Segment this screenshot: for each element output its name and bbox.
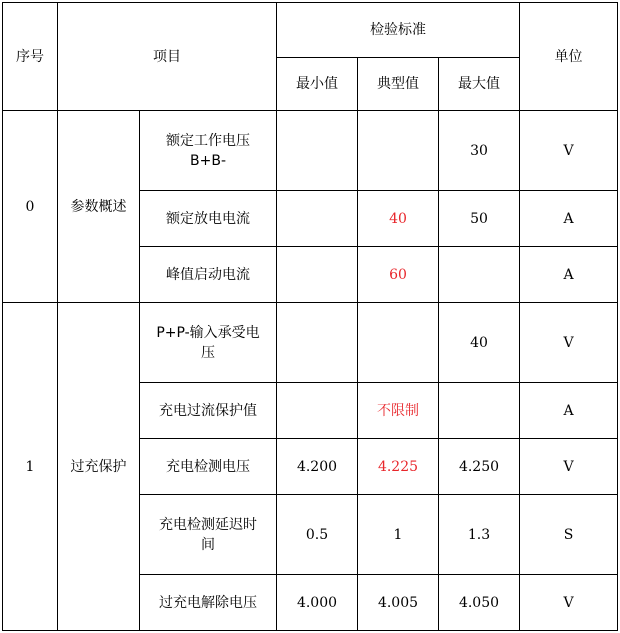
row-item: 充电过流保护值 bbox=[140, 383, 277, 439]
row-unit: V bbox=[520, 303, 618, 383]
row-unit: V bbox=[520, 439, 618, 495]
row-unit: A bbox=[520, 191, 618, 247]
table-row bbox=[3, 303, 618, 383]
header-min: 最小值 bbox=[277, 58, 358, 111]
group-category: 过充保护 bbox=[58, 303, 140, 631]
row-unit: S bbox=[520, 495, 618, 575]
header-index: 序号 bbox=[3, 3, 58, 111]
row-item bbox=[140, 111, 277, 191]
spec-table bbox=[2, 2, 618, 631]
row-typical: 4.005 bbox=[358, 575, 439, 631]
row-item-line: 间 bbox=[201, 536, 215, 553]
row-max: 50 bbox=[439, 191, 520, 247]
header-standard: 检验标准 bbox=[277, 3, 520, 58]
row-min: 0.5 bbox=[277, 495, 358, 575]
row-min bbox=[277, 303, 358, 383]
row-min bbox=[277, 111, 358, 191]
group-index: 1 bbox=[3, 303, 58, 631]
row-typical: 40 bbox=[358, 191, 439, 247]
row-max: 1.3 bbox=[439, 495, 520, 575]
row-min bbox=[277, 247, 358, 303]
row-unit: V bbox=[520, 111, 618, 191]
row-item: 额定放电电流 bbox=[140, 191, 277, 247]
row-unit: A bbox=[520, 247, 618, 303]
row-item: 过充电解除电压 bbox=[140, 575, 277, 631]
row-typical bbox=[358, 111, 439, 191]
row-typical: 1 bbox=[358, 495, 439, 575]
row-item bbox=[140, 495, 277, 575]
header-max: 最大值 bbox=[439, 58, 520, 111]
row-max bbox=[439, 247, 520, 303]
row-max bbox=[439, 383, 520, 439]
row-unit: A bbox=[520, 383, 618, 439]
row-item-line: 额定工作电压 bbox=[166, 132, 250, 149]
row-typical: 4.225 bbox=[358, 439, 439, 495]
row-item-line: 充电检测延迟时 bbox=[159, 516, 257, 533]
header-row bbox=[3, 3, 618, 58]
header-typical: 典型值 bbox=[358, 58, 439, 111]
row-min bbox=[277, 383, 358, 439]
row-unit: V bbox=[520, 575, 618, 631]
row-max: 30 bbox=[439, 111, 520, 191]
row-min: 4.000 bbox=[277, 575, 358, 631]
row-item-line: 压 bbox=[201, 344, 215, 361]
table-row bbox=[3, 111, 618, 191]
row-item-line: B+B- bbox=[190, 152, 226, 169]
row-typical bbox=[358, 303, 439, 383]
header-item: 项目 bbox=[58, 3, 277, 111]
row-max: 40 bbox=[439, 303, 520, 383]
row-typical: 不限制 bbox=[358, 383, 439, 439]
row-item bbox=[140, 303, 277, 383]
row-min bbox=[277, 191, 358, 247]
row-item-line: P+P-输入承受电 bbox=[156, 324, 260, 341]
row-typical: 60 bbox=[358, 247, 439, 303]
header-unit: 单位 bbox=[520, 3, 618, 111]
row-item: 峰值启动电流 bbox=[140, 247, 277, 303]
group-index: 0 bbox=[3, 111, 58, 303]
group-category: 参数概述 bbox=[58, 111, 140, 303]
row-max: 4.050 bbox=[439, 575, 520, 631]
row-max: 4.250 bbox=[439, 439, 520, 495]
row-min: 4.200 bbox=[277, 439, 358, 495]
row-item: 充电检测电压 bbox=[140, 439, 277, 495]
